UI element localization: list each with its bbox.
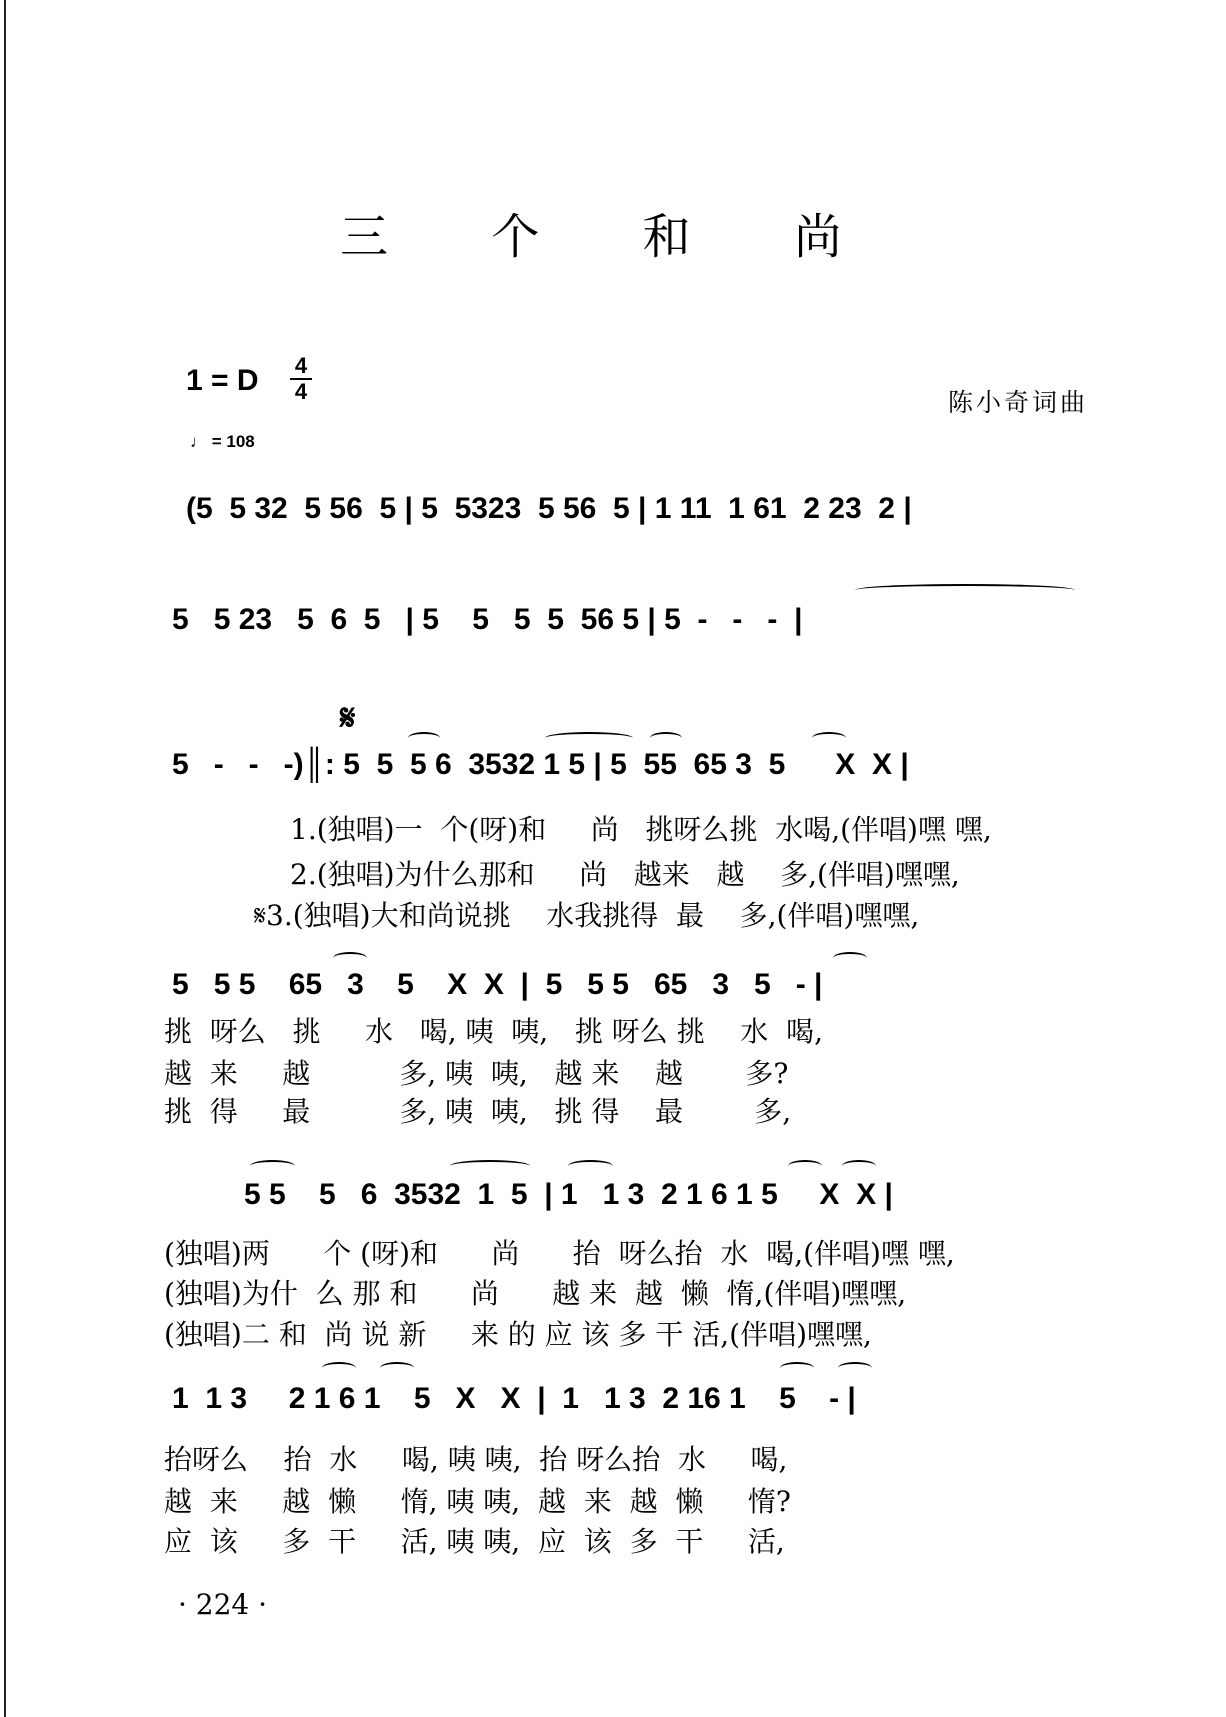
tie-arc <box>380 1362 414 1374</box>
tempo-marking: ♩ = 108 <box>190 432 255 451</box>
segno-sign: 𝄋 <box>340 697 356 738</box>
tie-arc <box>408 732 440 744</box>
tie-arc <box>322 1362 356 1374</box>
tie-arc <box>788 1160 822 1172</box>
time-signature <box>290 355 312 403</box>
tie-arc <box>842 1160 876 1172</box>
tie-arc <box>545 732 633 744</box>
tie-arc <box>450 1160 530 1172</box>
lyric-line: 越 来 越 多, 咦 咦, 越 来 越 多? <box>164 1057 789 1090</box>
system-3-notes: 5 - - -)║: 5 5 5 6 3532 1 5 | 5 55 65 3 5 X X | <box>172 748 909 781</box>
lyric-line: (独唱)两 个 (呀)和 尚 抬 呀么抬 水 喝,(伴唱)嘿 嘿, <box>164 1237 955 1270</box>
lyric-line: 𝄋3.(独唱)大和尚说挑 水我挑得 最 多,(伴唱)嘿嘿, <box>254 899 920 932</box>
tie-arc <box>812 732 846 744</box>
song-title: 三 个 和 尚 <box>340 209 886 265</box>
time-signature-top: 4 <box>294 353 308 378</box>
system-6-notes: 1 1 3 2 1 6 1 5 X X | 1 1 3 2 16 1 5 - | <box>172 1382 856 1415</box>
lyric-line: 挑 得 最 多, 咦 咦, 挑 得 最 多, <box>164 1095 792 1128</box>
system-1-notes: (5 5 32 5 56 5 | 5 5323 5 56 5 | 1 11 1 61 2 23 2 | <box>186 492 912 525</box>
page-number: · 224 · <box>178 1588 268 1621</box>
system-2-notes: 5 5 23 5 6 5 | 5 5 5 5 56 5 | 5 - - - | <box>172 603 803 636</box>
lyric-line: (独唱)二 和 尚 说 新 来 的 应 该 多 干 活,(伴唱)嘿嘿, <box>164 1318 872 1351</box>
tie-arc <box>333 952 367 964</box>
key-signature: 1 = D <box>186 364 259 397</box>
tie-arc <box>780 1362 814 1374</box>
lyric-line: 2.(独唱)为什么那和 尚 越来 越 多,(伴唱)嘿嘿, <box>290 858 960 891</box>
tie-arc <box>855 584 1075 596</box>
lyric-line: 应 该 多 干 活, 咦 咦, 应 该 多 干 活, <box>164 1525 785 1558</box>
system-5-notes: 5 5 5 6 3532 1 5 | 1 1 3 2 1 6 1 5 X X | <box>244 1178 893 1211</box>
tie-arc <box>833 952 867 964</box>
lyric-line: 越 来 越 懒 惰, 咦 咦, 越 来 越 懒 惰? <box>164 1485 791 1518</box>
lyric-line: 1.(独唱)一 个(呀)和 尚 挑呀么挑 水喝,(伴唱)嘿 嘿, <box>290 813 992 846</box>
tie-arc <box>568 1160 613 1172</box>
lyric-line: 挑 呀么 挑 水 喝, 咦 咦, 挑 呀么 挑 水 喝, <box>164 1015 824 1048</box>
lyric-line: (独唱)为什 么 那 和 尚 越 来 越 懒 惰,(伴唱)嘿嘿, <box>164 1277 907 1310</box>
tie-arc <box>650 732 682 744</box>
time-signature-bottom: 4 <box>294 379 308 404</box>
composer-credit: 陈小奇词曲 <box>947 388 1088 417</box>
tie-arc <box>250 1160 295 1172</box>
system-4-notes: 5 5 5 65 3 5 X X | 5 5 5 65 3 5 - | <box>172 968 823 1001</box>
lyric-line: 抬呀么 抬 水 喝, 咦 咦, 抬 呀么抬 水 喝, <box>164 1443 788 1476</box>
tie-arc <box>838 1362 872 1374</box>
